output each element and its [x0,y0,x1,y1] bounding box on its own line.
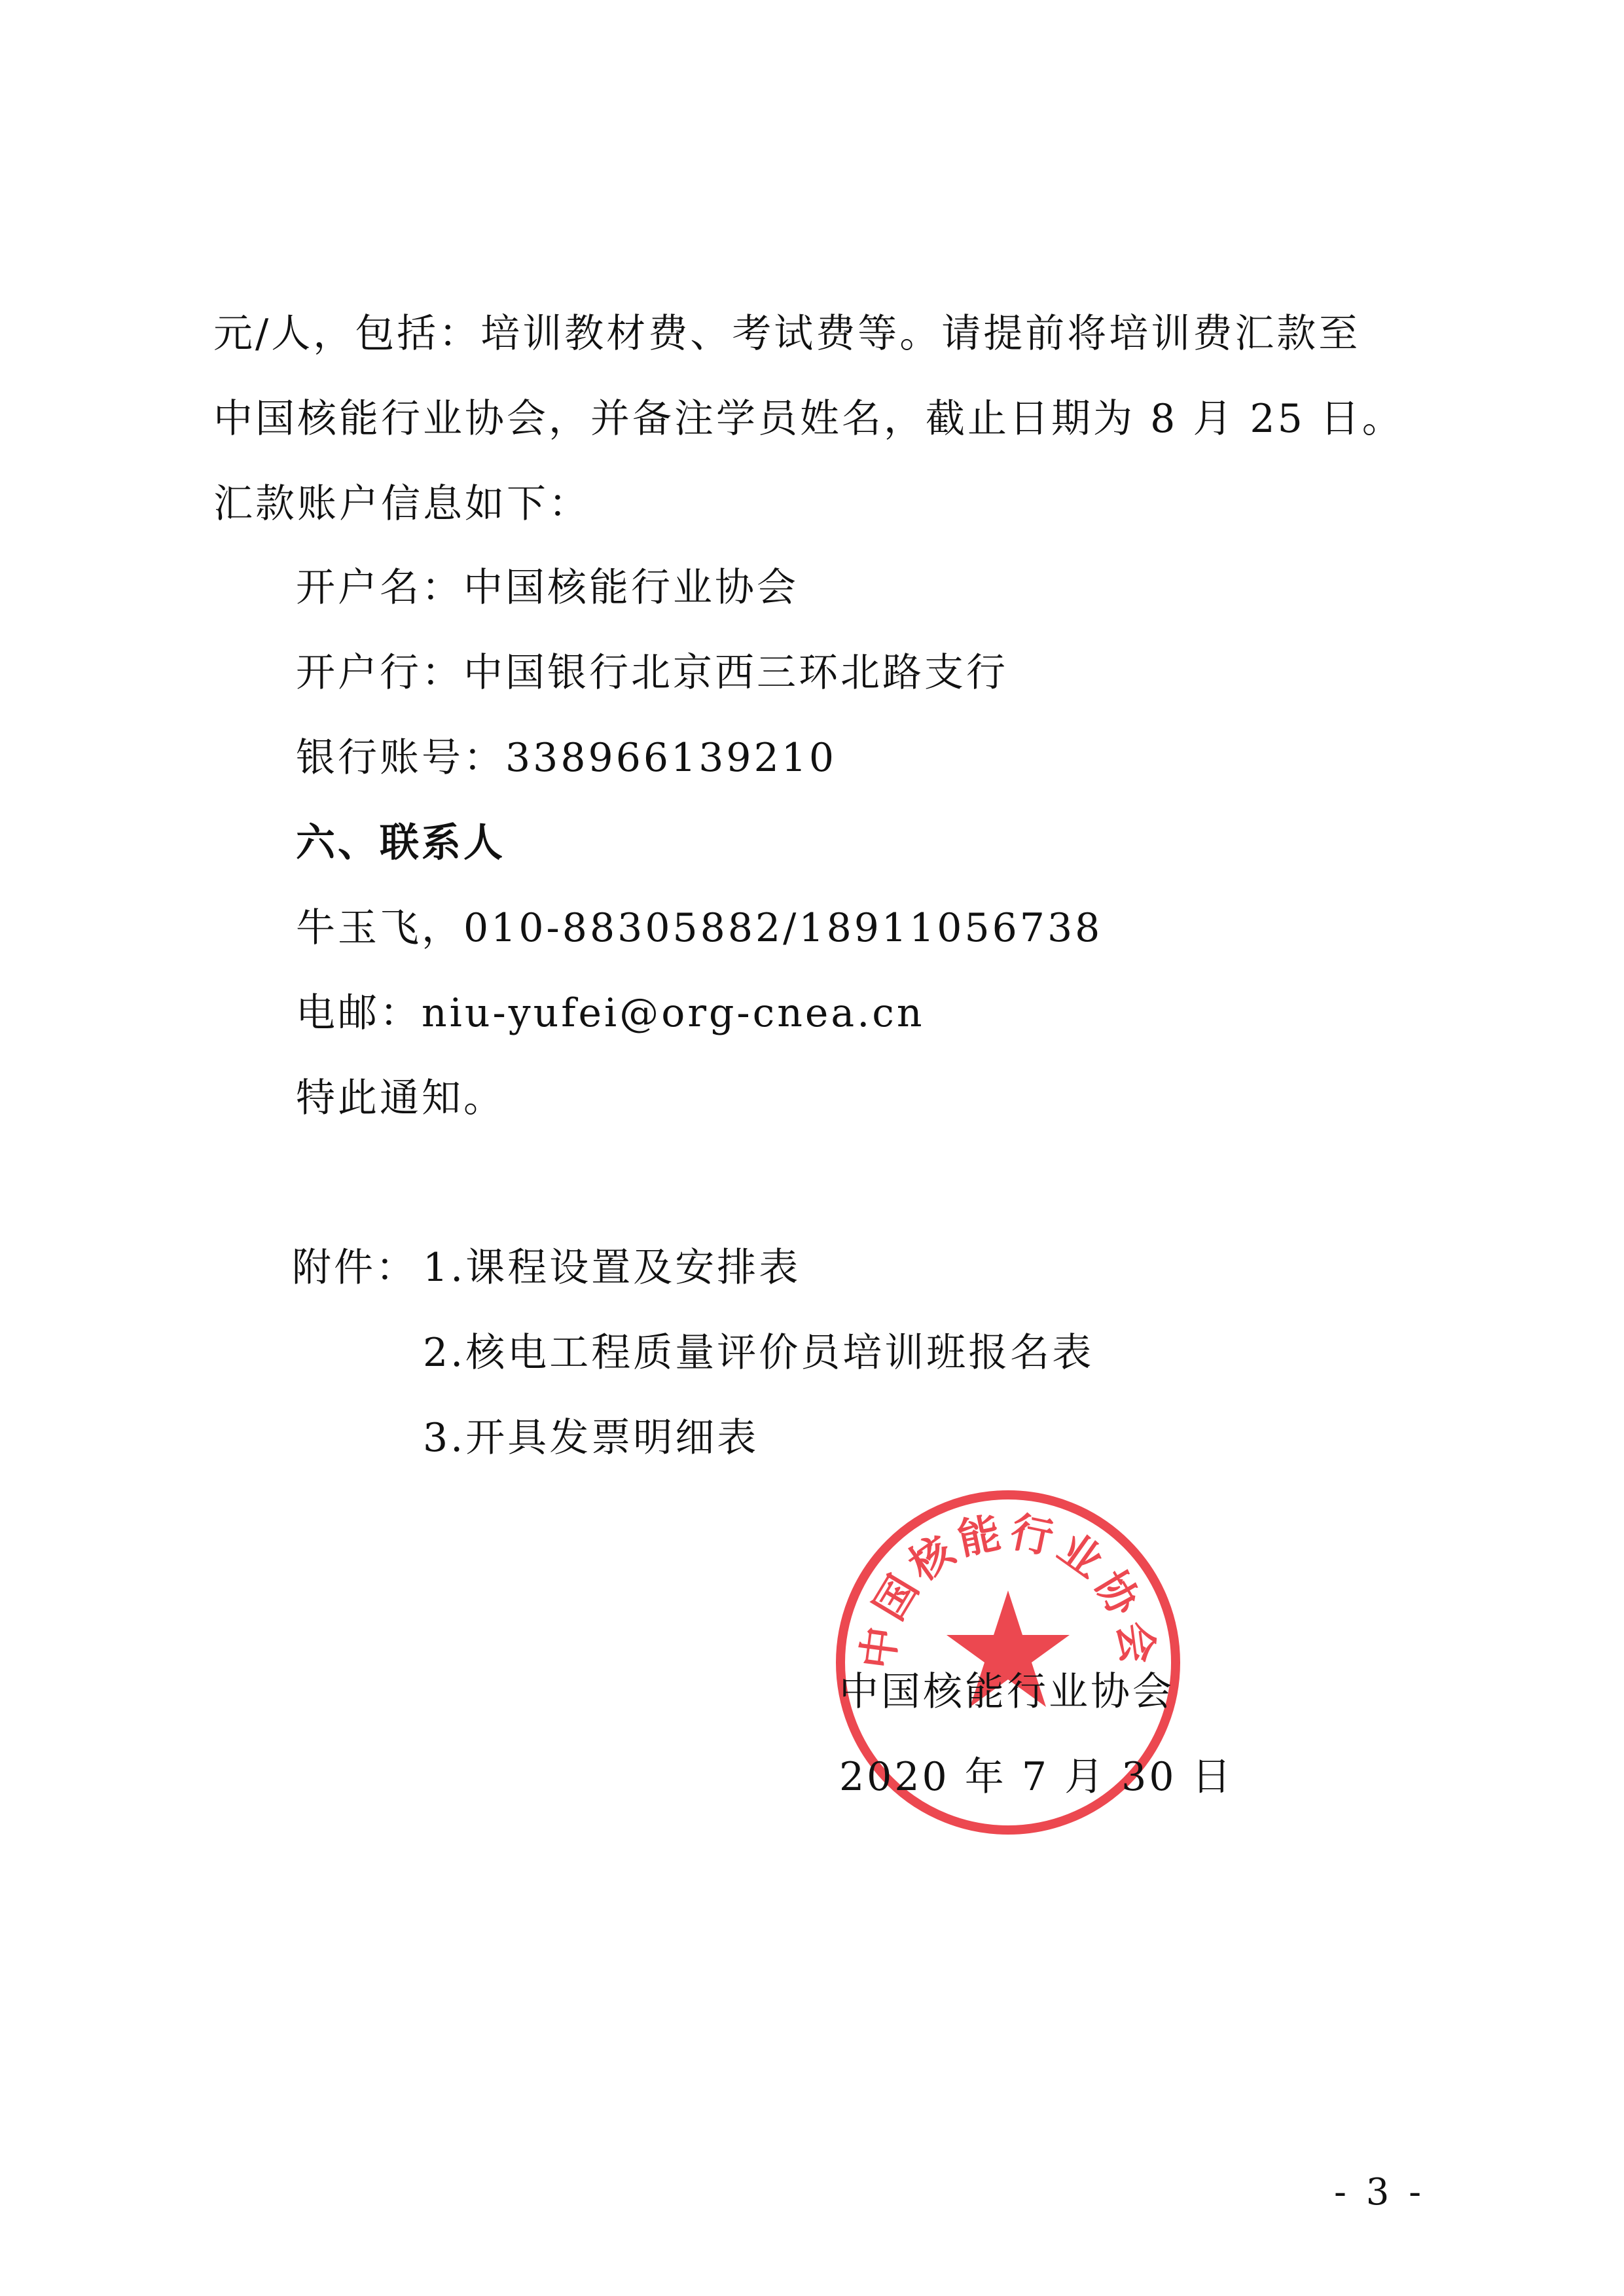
signature-org: 中国核能行业协会 [839,1669,1174,1715]
attachments-label: 附件： [292,1245,418,1291]
signature-date: 2020 年 7 月 30 日 [839,1754,1234,1800]
contact-person: 牛玉飞，010-88305882/18911056738 [296,905,1103,951]
body-line-2: 中国核能行业协会，并备注学员姓名，截止日期为 8 月 25 日。 [213,396,1404,442]
contact-email: 电邮：niu-yufei@org-cnea.cn [296,990,925,1036]
body-line-3: 汇款账户信息如下： [213,481,590,527]
account-bank: 开户行：中国银行北京西三环北路支行 [296,650,1008,696]
account-holder: 开户名：中国核能行业协会 [296,565,799,611]
page-number: - 3 - [1334,2171,1426,2214]
account-number: 银行账号：338966139210 [296,735,837,781]
attachment-item-3: 3.开具发票明细表 [423,1415,759,1461]
body-line-1: 元/人，包括：培训教材费、考试费等。请提前将培训费汇款至 [213,311,1361,357]
attachment-item-2: 2.核电工程质量评价员培训班报名表 [423,1330,1094,1376]
svg-text:中国核能行业协会: 中国核能行业协会 [854,1507,1163,1672]
contact-heading: 六、联系人 [296,820,505,866]
closing-text: 特此通知。 [296,1075,505,1121]
attachment-item-1: 1.课程设置及安排表 [423,1245,801,1291]
